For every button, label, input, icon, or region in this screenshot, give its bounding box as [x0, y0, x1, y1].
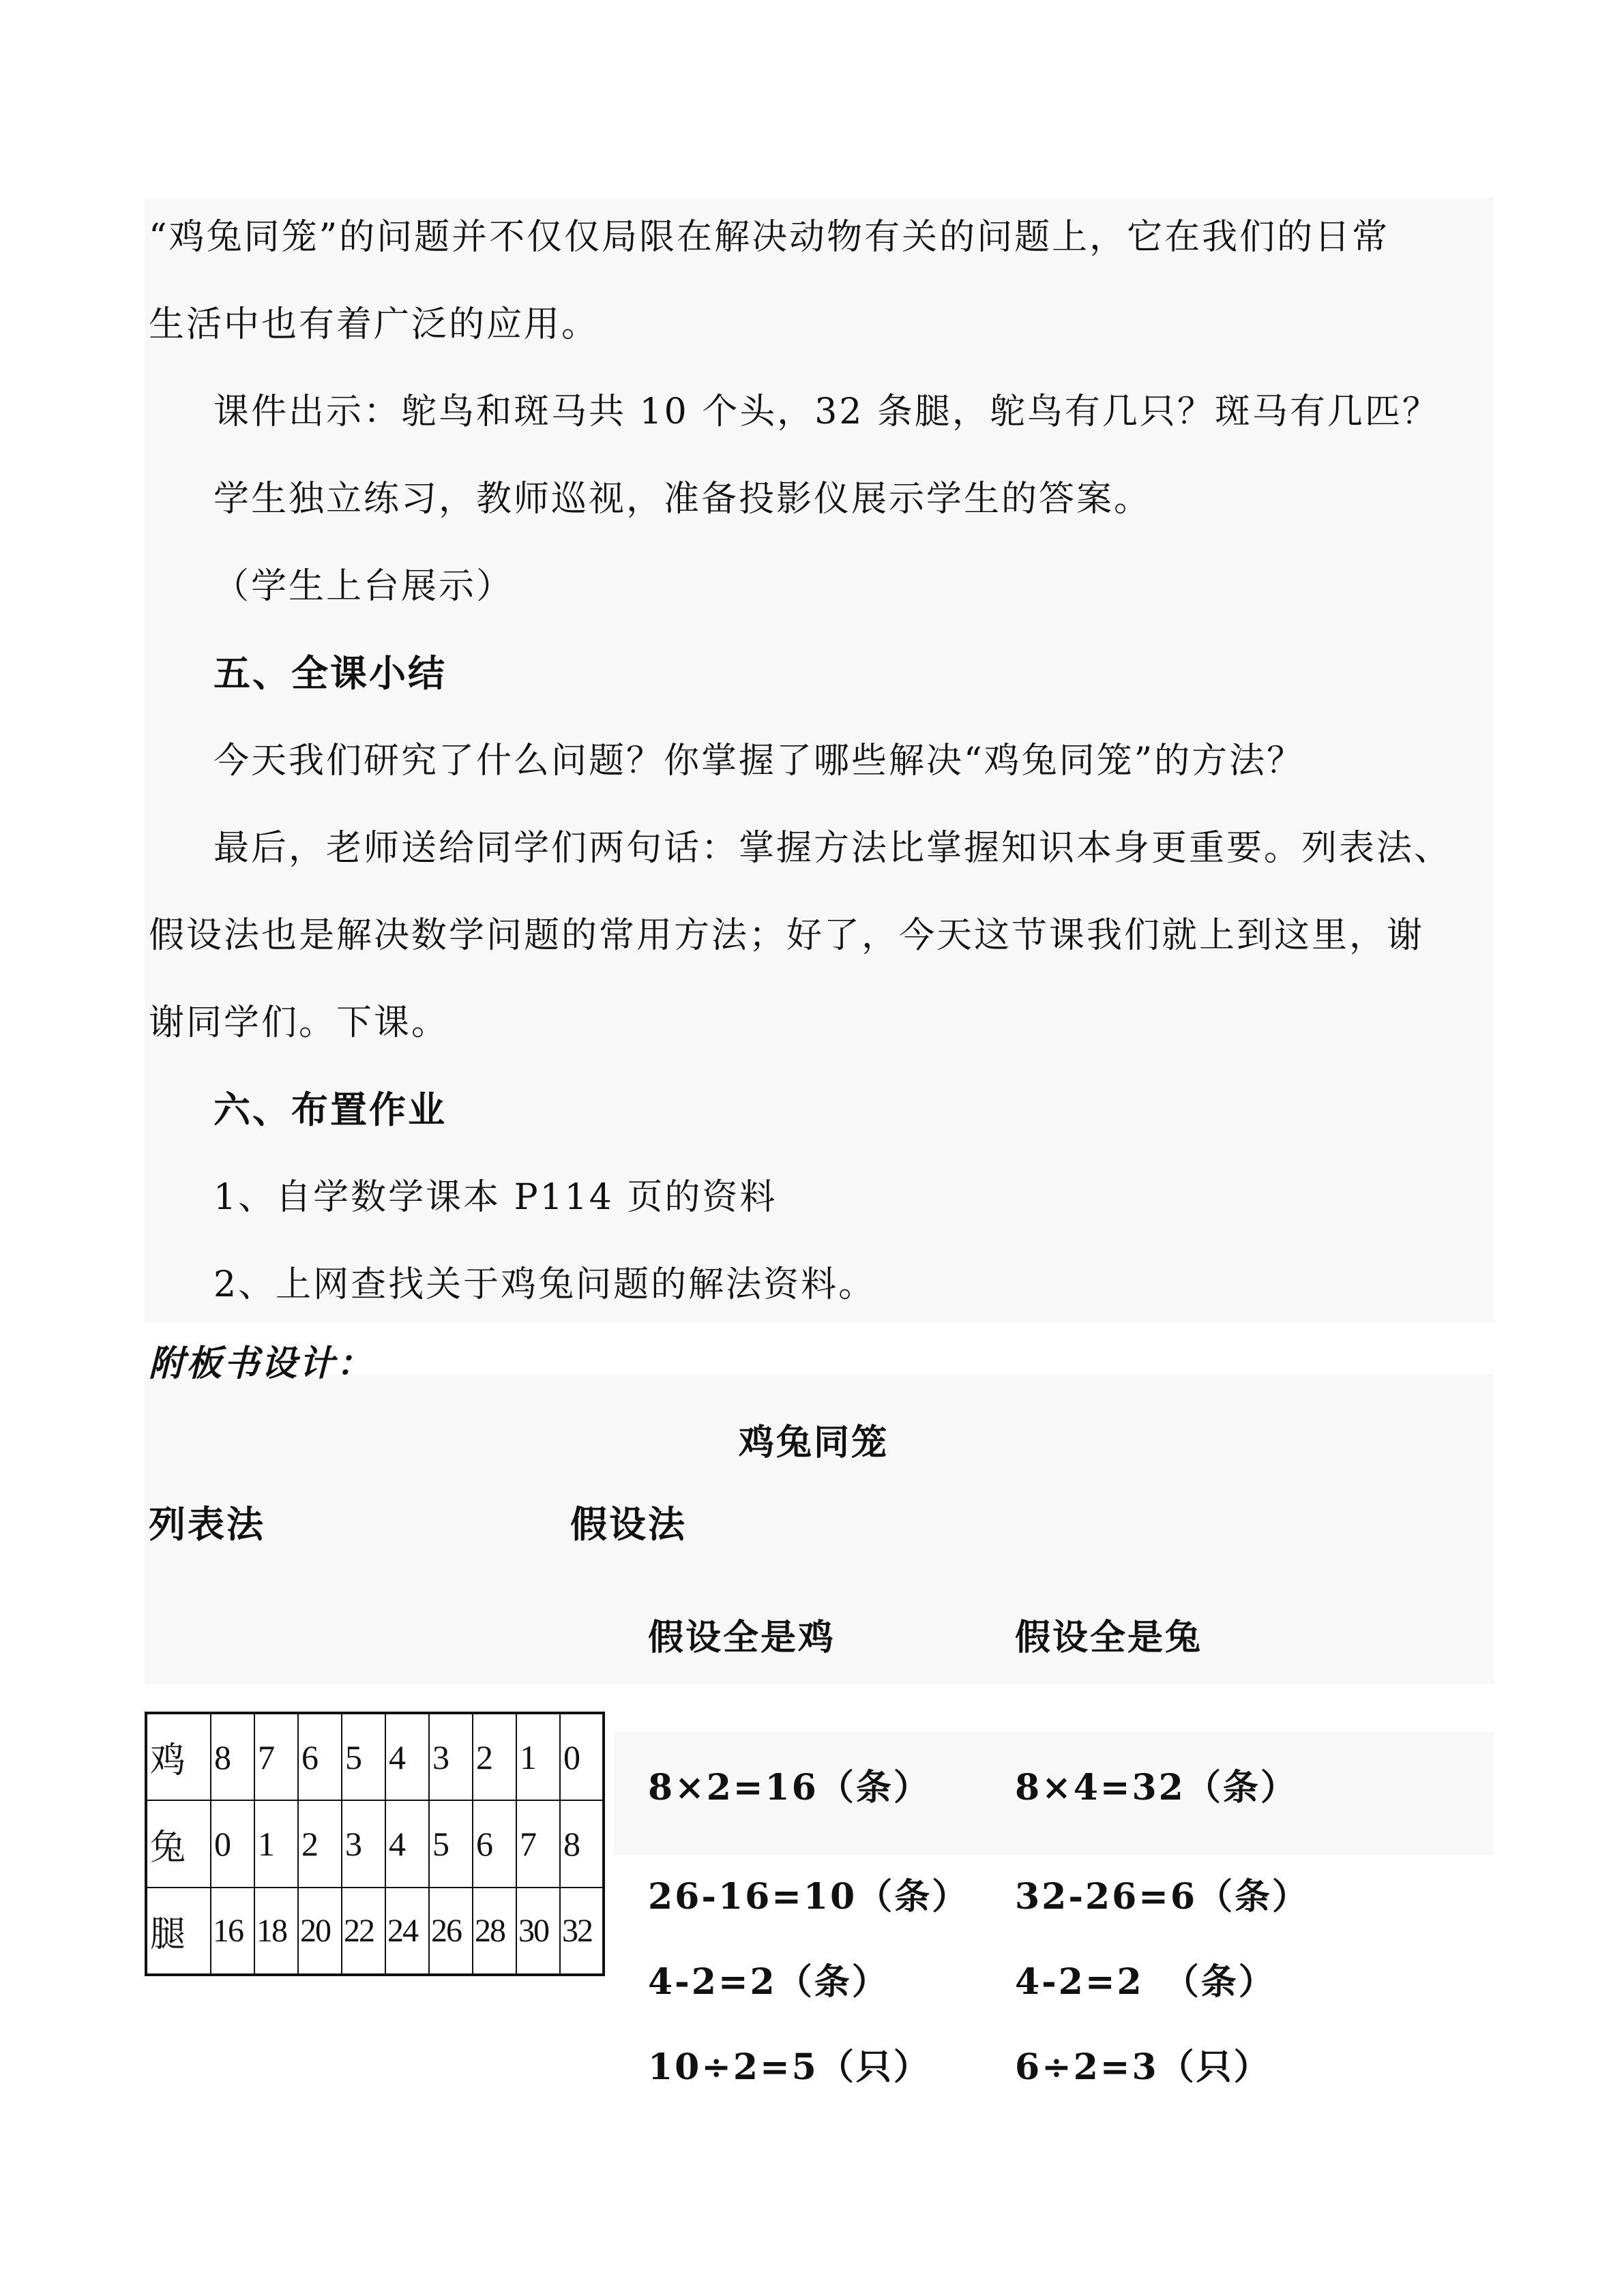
table-cell: 0 [211, 1800, 254, 1888]
table-cell: 2 [473, 1713, 516, 1800]
table-cell: 22 [342, 1888, 385, 1975]
table-cell: 28 [473, 1888, 516, 1975]
row-header: 腿 [146, 1888, 211, 1975]
row-header: 兔 [146, 1800, 211, 1888]
chicken-step: 8×2=16（条） [648, 1767, 931, 1808]
rabbit-step: 4-2=2 （条） [1015, 1961, 1276, 2003]
closing-line: 假设法也是解决数学问题的常用方法；好了，今天这节课我们就上到这里，谢 [149, 915, 1425, 956]
chicken-step: 10÷2=5（只） [648, 2046, 931, 2088]
table-cell: 5 [429, 1800, 473, 1888]
summary-question: 今天我们研究了什么问题？你掌握了哪些解决“鸡兔同笼”的方法？ [213, 741, 1305, 781]
method-label-table: 列表法 [149, 1503, 265, 1546]
rabbit-step: 8×4=32（条） [1015, 1767, 1298, 1808]
table-row [146, 1888, 604, 1975]
table-cell: 32 [560, 1888, 604, 1975]
rabbit-step: 6÷2=3（只） [1015, 2046, 1271, 2088]
table-cell: 5 [342, 1713, 385, 1800]
chicken-step: 4-2=2（条） [648, 1961, 889, 2003]
table-cell: 3 [342, 1800, 385, 1888]
table-cell: 1 [516, 1713, 560, 1800]
courseware-text: 课件出示：鸵鸟和斑马共 10 个头，32 条腿，鸵鸟有几只？斑马有几匹？ [213, 391, 1440, 432]
practice-text: 学生独立练习，教师巡视，准备投影仪展示学生的答案。 [213, 479, 1152, 520]
table-row [146, 1713, 604, 1800]
table-row [146, 1800, 604, 1888]
table-cell: 26 [429, 1888, 473, 1975]
rabbit-step: 32-26=6（条） [1015, 1876, 1310, 1918]
homework-item: 1、自学数学课本 P114 页的资料 [213, 1177, 778, 1218]
table-cell: 8 [211, 1713, 254, 1800]
chicken-step: 26-16=10（条） [648, 1876, 970, 1918]
section-heading: 六、布置作业 [213, 1088, 447, 1131]
row-header: 鸡 [146, 1713, 211, 1800]
enumeration-table [145, 1712, 605, 1976]
assume-chicken-title: 假设全是鸡 [648, 1617, 836, 1658]
table-cell: 30 [516, 1888, 560, 1975]
board-title: 鸡兔同笼 [739, 1422, 889, 1463]
paragraph-line: 生活中也有着广泛的应用。 [149, 304, 600, 345]
homework-item: 2、上网查找关于鸡兔问题的解法资料。 [213, 1264, 876, 1305]
table-cell: 6 [298, 1713, 342, 1800]
table-cell: 3 [429, 1713, 473, 1800]
table-cell: 6 [473, 1800, 516, 1888]
table-cell: 7 [516, 1800, 560, 1888]
closing-line: 谢同学们。下课。 [149, 1002, 449, 1043]
method-label-assume: 假设法 [570, 1503, 687, 1546]
table-cell: 1 [254, 1800, 298, 1888]
table-cell: 8 [560, 1800, 604, 1888]
paragraph-line: “鸡兔同笼”的问题并不仅仅局限在解决动物有关的问题上，它在我们的日常 [149, 217, 1390, 258]
table-cell: 2 [298, 1800, 342, 1888]
table-cell: 18 [254, 1888, 298, 1975]
table-cell: 7 [254, 1713, 298, 1800]
table-cell: 20 [298, 1888, 342, 1975]
table-cell: 0 [560, 1713, 604, 1800]
assume-rabbit-title: 假设全是兔 [1015, 1617, 1203, 1658]
closing-line: 最后，老师送给同学们两句话：掌握方法比掌握知识本身更重要。列表法、 [213, 828, 1452, 869]
table-cell: 4 [385, 1800, 429, 1888]
section-heading: 五、全课小结 [213, 652, 447, 695]
table-cell: 4 [385, 1713, 429, 1800]
display-note: （学生上台展示） [213, 566, 514, 607]
table-cell: 24 [385, 1888, 429, 1975]
board-label: 附板书设计： [149, 1343, 374, 1384]
table-cell: 16 [211, 1888, 254, 1975]
